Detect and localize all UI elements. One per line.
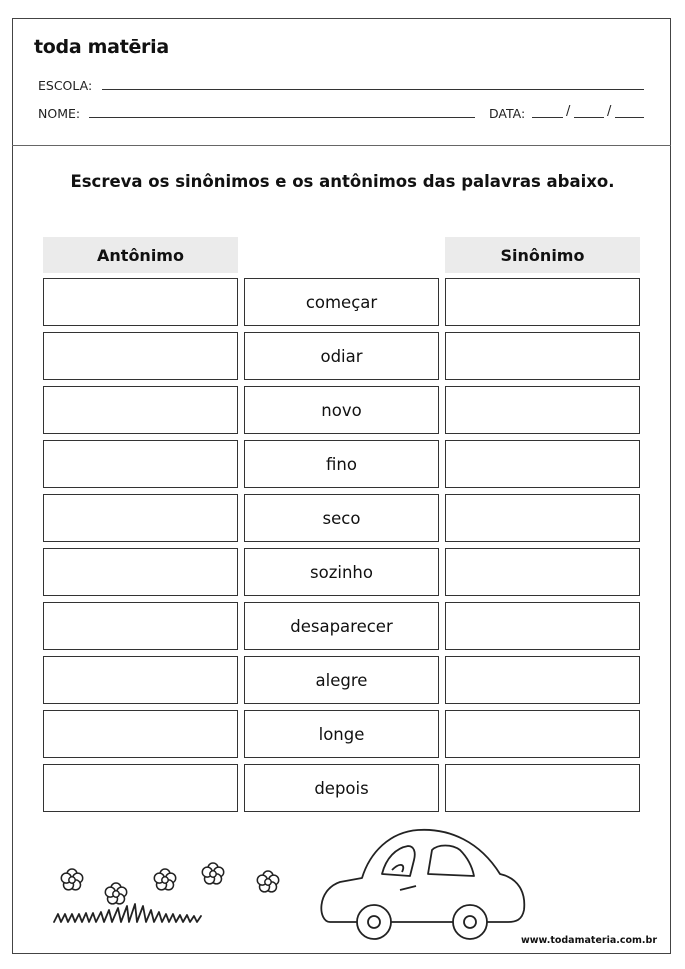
synonym-answer-box[interactable] (445, 332, 640, 380)
table-row (0, 440, 685, 489)
illustration (40, 822, 640, 952)
table-row (0, 548, 685, 597)
date-year-line[interactable] (615, 117, 644, 118)
header-divider (12, 145, 671, 146)
grass-icon (54, 904, 201, 922)
synonym-answer-box[interactable] (445, 710, 640, 758)
brand-logo: toda matēria (34, 36, 169, 58)
date-month-line[interactable] (574, 117, 604, 118)
antonym-answer-box[interactable] (43, 440, 238, 488)
school-input-line[interactable] (102, 89, 644, 90)
antonym-answer-box[interactable] (43, 494, 238, 542)
table-row (0, 494, 685, 543)
synonym-answer-box[interactable] (445, 548, 640, 596)
synonym-answer-box[interactable] (445, 656, 640, 704)
table-row (0, 710, 685, 759)
synonym-answer-box[interactable] (445, 386, 640, 434)
date-label: DATA: (489, 106, 526, 121)
website-url: www.todamateria.com.br (520, 935, 657, 946)
name-input-line[interactable] (89, 117, 475, 118)
synonym-answer-box[interactable] (445, 494, 640, 542)
antonym-answer-box[interactable] (43, 764, 238, 812)
instruction-text: Escreva os sinônimos e os antônimos das palavras abaixo. (70, 172, 615, 191)
word-cell: começar (244, 278, 439, 326)
synonym-answer-box[interactable] (445, 440, 640, 488)
name-label: NOME: (38, 106, 81, 121)
table-row (0, 764, 685, 813)
synonym-answer-box[interactable] (445, 764, 640, 812)
car-icon (321, 830, 524, 939)
word-cell: desaparecer (244, 602, 439, 650)
antonym-answer-box[interactable] (43, 548, 238, 596)
antonym-answer-box[interactable] (43, 602, 238, 650)
antonym-answer-box[interactable] (43, 278, 238, 326)
word-cell: novo (244, 386, 439, 434)
word-cell: sozinho (244, 548, 439, 596)
word-cell: fino (244, 440, 439, 488)
flower-icon (61, 863, 278, 904)
antonym-answer-box[interactable] (43, 332, 238, 380)
word-cell: odiar (244, 332, 439, 380)
table-row (0, 656, 685, 705)
word-cell: alegre (244, 656, 439, 704)
word-cell: longe (244, 710, 439, 758)
table-row (0, 278, 685, 327)
synonym-answer-box[interactable] (445, 278, 640, 326)
column-header-synonym: Sinônimo (445, 237, 640, 273)
date-day-line[interactable] (532, 117, 563, 118)
antonym-answer-box[interactable] (43, 386, 238, 434)
antonym-answer-box[interactable] (43, 656, 238, 704)
antonym-answer-box[interactable] (43, 710, 238, 758)
school-label: ESCOLA: (38, 78, 93, 93)
word-cell: seco (244, 494, 439, 542)
table-row (0, 602, 685, 651)
date-separator: / (566, 104, 571, 119)
date-separator: / (607, 104, 612, 119)
synonym-answer-box[interactable] (445, 602, 640, 650)
table-row (0, 332, 685, 381)
table-row (0, 386, 685, 435)
word-cell: depois (244, 764, 439, 812)
column-header-antonym: Antônimo (43, 237, 238, 273)
